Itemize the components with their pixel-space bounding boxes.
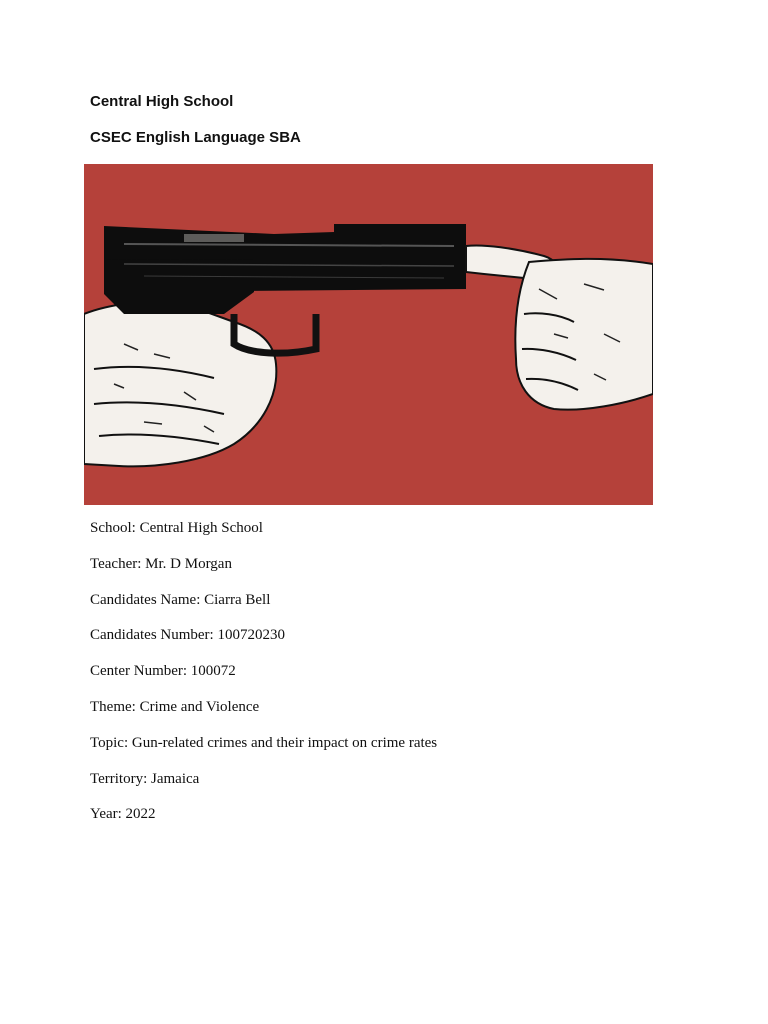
detail-topic: Topic: Gun-related crimes and their impact on crime rates (90, 734, 438, 751)
detail-teacher: Teacher: Mr. D Morgan (90, 555, 232, 572)
detail-center-number: Center Number: 100072 (90, 663, 236, 680)
gun-and-hands-illustration (84, 164, 653, 505)
detail-theme: Theme: Crime and Violence (90, 698, 260, 715)
detail-year: Year: 2022 (90, 806, 156, 823)
right-fist (515, 259, 653, 410)
sba-title: CSEC English Language SBA (90, 129, 301, 146)
detail-candidate-number: Candidates Number: 100720230 (90, 627, 285, 644)
detail-territory: Territory: Jamaica (90, 770, 200, 787)
candidate-details (90, 519, 437, 841)
detail-candidate-name: Candidates Name: Ciarra Bell (90, 591, 271, 608)
detail-school: School: Central High School (90, 520, 263, 536)
school-heading: Central High School (90, 93, 234, 110)
gun (104, 224, 466, 314)
gripping-hand (84, 302, 276, 467)
cover-image (84, 164, 653, 505)
